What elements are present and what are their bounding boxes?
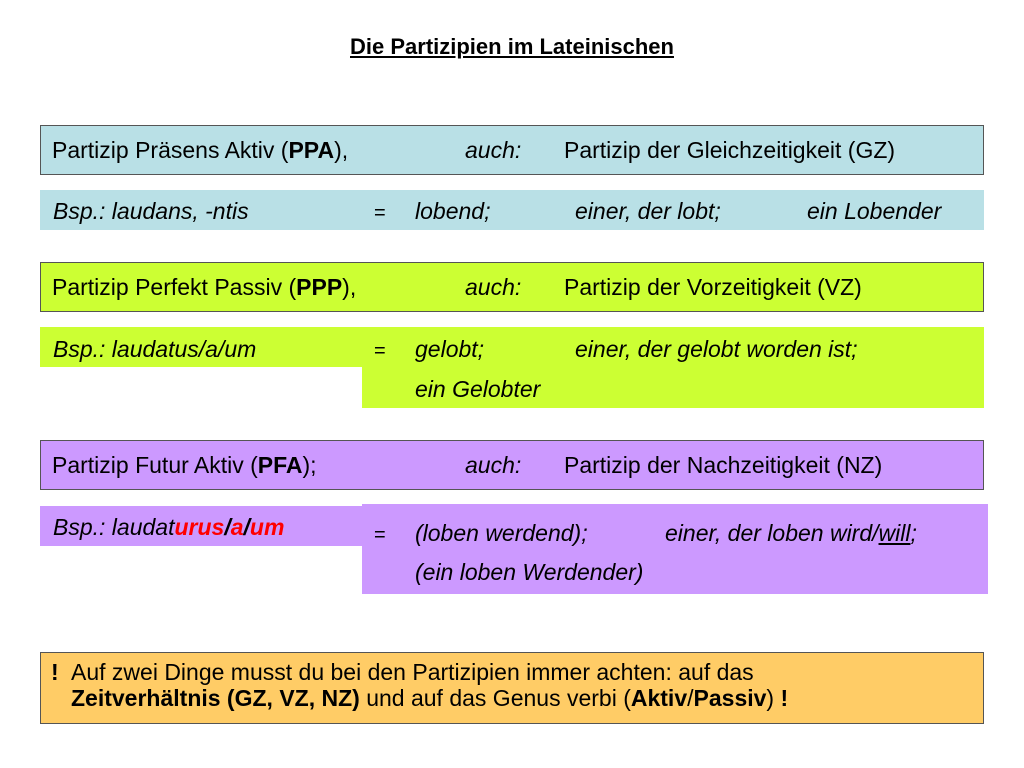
ppa-label: Partizip Präsens Aktiv (PPA), (52, 137, 349, 163)
pfa-eq: = (374, 524, 386, 546)
pfa-auch: auch: (465, 452, 522, 478)
hint-box (40, 652, 984, 724)
ppp-label: Partizip Perfekt Passiv (PPP), (52, 274, 357, 300)
ppp-t1: gelobt; (415, 336, 485, 362)
ppa-alt: Partizip der Gleichzeitigkeit (GZ) (564, 137, 896, 163)
ppa-eq: = (374, 202, 386, 224)
hint-line-2: Zeitverhältnis (GZ, VZ, NZ) und auf das Genus verbi (Aktiv/Passiv) ! (71, 685, 789, 711)
ppp-alt: Partizip der Vorzeitigkeit (VZ) (564, 274, 862, 300)
ppp-header (40, 262, 984, 312)
ppp-auch: auch: (465, 274, 522, 300)
pfa-t2: einer, der loben wird/will; (665, 520, 917, 546)
ppa-t2: einer, der lobt; (575, 198, 721, 224)
ppa-example: Bsp.: laudans, -ntis (53, 198, 249, 224)
pfa-header (40, 440, 984, 490)
hint-line-1: Auf zwei Dinge musst du bei den Partizipien immer achten: auf das (71, 659, 754, 685)
ppp-t3: ein Gelobter (415, 376, 541, 402)
hint-exclamation-icon: ! (51, 659, 59, 685)
ppa-header (40, 125, 984, 175)
pfa-alt: Partizip der Nachzeitigkeit (NZ) (564, 452, 883, 478)
ppp-eq: = (374, 340, 386, 362)
pfa-label: Partizip Futur Aktiv (PFA); (52, 452, 317, 478)
page-title: Die Partizipien im Lateinischen (350, 34, 674, 59)
ppa-t3: ein Lobender (807, 198, 942, 224)
pfa-t1: (loben werdend); (415, 520, 588, 546)
ppp-example: Bsp.: laudatus/a/um (53, 336, 257, 362)
pfa-example: Bsp.: laudaturus/a/um (53, 514, 285, 540)
pfa-t3: (ein loben Werdender) (415, 559, 644, 585)
ppp-t2: einer, der gelobt worden ist; (575, 336, 858, 362)
ppa-auch: auch: (465, 137, 522, 163)
ppa-t1: lobend; (415, 198, 491, 224)
